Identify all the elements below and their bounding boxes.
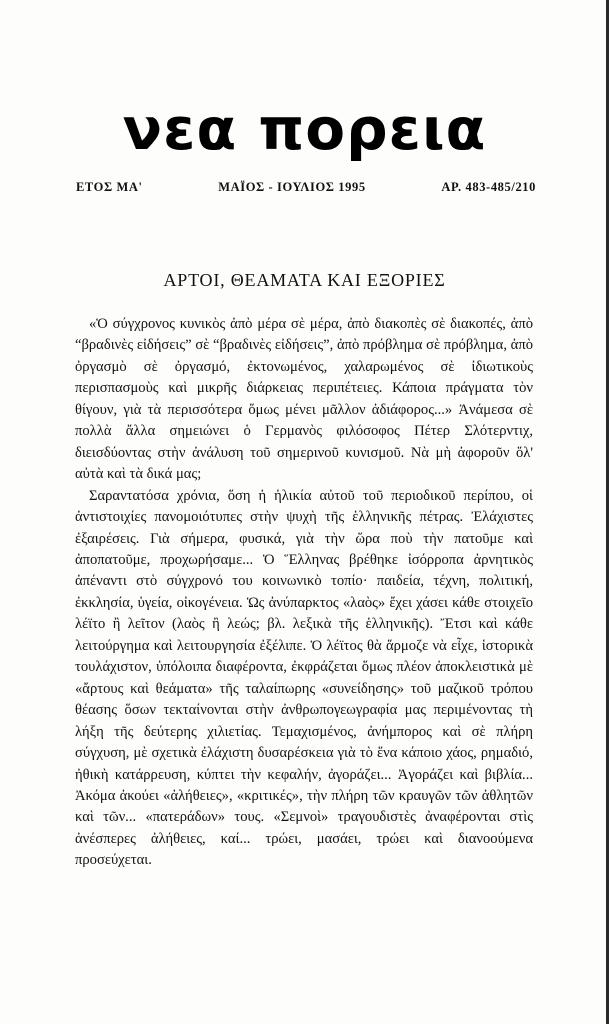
- issue-date: ΜΑΪΟΣ - ΙΟΥΛΙΟΣ 1995: [218, 180, 366, 194]
- issue-number: ΑΡ. 483-485/210: [441, 180, 536, 194]
- article-paragraph: Σαραντατόσα χρόνια, ὅση ἡ ἡλικία αὐτοῦ τοῦ περιοδικοῦ περίπου, οἱ ἀντιστοιχίες πανομοιότυπες στὴν ψυχὴ τῆς ἑλληνικῆς πέτρας. Ἐλάχιστες ἐξαιρέσεις. Γιὰ σήμερα, φυσικά, γιὰ τὴν ὥρα ποὺ τὴν πατοῦμε καὶ ἀποπατοῦμε, προχωρήσαμε... Ὁ Ἕλληνας βρέθηκε ἰσόρροπα ἀρνητικὸς ἀπέναντι στὸ σύγχρονό του κοινωνικὸ τοπίο· παιδεία, τέχνη, πολιτική, ἐκκλησία, ὑγεία, οἰκογένεια. Ὡς ἀνύπαρκτος «λαὸς» ἔχει χάσει κάθε στοιχεῖο λέϊτο ἢ λεῖτον (λαὸς ἢ λεώς; βλ. λεξικὰ τῆς ἑλληνικῆς). Ἔτσι καὶ κάθε λειτούργημα καὶ λειτουργησία ἐξέλιπε. Ὁ λέϊτος θὰ ἅρμοζε νὰ εἶχε, ἱστορικὰ τουλάχιστον, ὑπόλοιπα διαφέροντα, ἐκφράζεται ὅμως πλέον ἀποκλειστικὰ μὲ «ἄρτους καὶ θεάματα» τῆς ταλαίπωρης «συνείδησης» τοῦ μαζικοῦ τρόπου θέασης ὅσων τεκταίνονται στὴν ἀνθρωπογεωγραφία μας περιμένοντας τὴ λήξη τῆς δεύτερης χιλιετίας. Τεμαχισμένος, ἀνήμπορος καὶ σὲ πλήρη σύγχυση, μὲ σχετικὰ ἐλάχιστη δυσαρέσκεια γιὰ τὸ ἕνα κάποιο χάος, ρημαδιό, ἠθικὴ κατάρρευση, κύπτει τὴν κεφαλήν, ἀγοράζει... Ἀγοράζει καὶ βιβλία... Ἀκόμα ἀκούει «ἀλήθειες», «κριτικές», τὴν πλήρη τῶν κραυγῶν τῶν ἀθλητῶν καὶ τῶν... «πατεράδων» τους. «Σεμνοὶ» τραγουδιστὲς ἀναφέρονται στὶς ἀνέσπερες ἀλήθειες, καί... τρώει, μασάει, τρώει καὶ διανοούμενα προσεύχεται.: [75, 487, 533, 869]
- article-body: [75, 314, 533, 872]
- magazine-masthead: νεα πορεια: [122, 95, 487, 163]
- article-title: ΑΡΤΟΙ, ΘΕΑΜΑΤΑ ΚΑΙ ΕΞΟΡΙΕΣ: [163, 270, 446, 290]
- issue-info-line: [76, 180, 536, 195]
- article-paragraph: «Ὁ σύγχρονος κυνικὸς ἀπὸ μέρα σὲ μέρα, ἀπὸ διακοπὲς σὲ διακοπές, ἀπὸ “βραδινὲς εἰδήσεις” σὲ “βραδινὲς εἰδήσεις”, ἀπὸ πρόβλημα σὲ πρόβλημα, ἀπὸ ὀργασμὸ σὲ ὀργασμό, ἐκτονωμένος, χαλαρωμένος σὲ ἰδιωτικοὺς περισπασμοὺς καὶ μικρῆς διάρκειας περιπέτειες. Κάποια πράγματα τὸν θίγουν, γιὰ τὰ περισσότερα ὅμως μένει μᾶλλον ἀδιάφορος...» Ἀνάμεσα σὲ πολλὰ ἄλλα σημειώνει ὁ Γερμανὸς φιλόσοφος Πέτερ Σλότερντιχ, διεισδύοντας στὴν ἀνάλυση τοῦ σημερινοῦ κυνισμοῦ. Νὰ μὴ ἀφοροῦν ὅλ' αὐτὰ καὶ τὰ δικά μας;: [75, 316, 533, 483]
- issue-year: ΕΤΟΣ ΜΑ': [76, 180, 143, 194]
